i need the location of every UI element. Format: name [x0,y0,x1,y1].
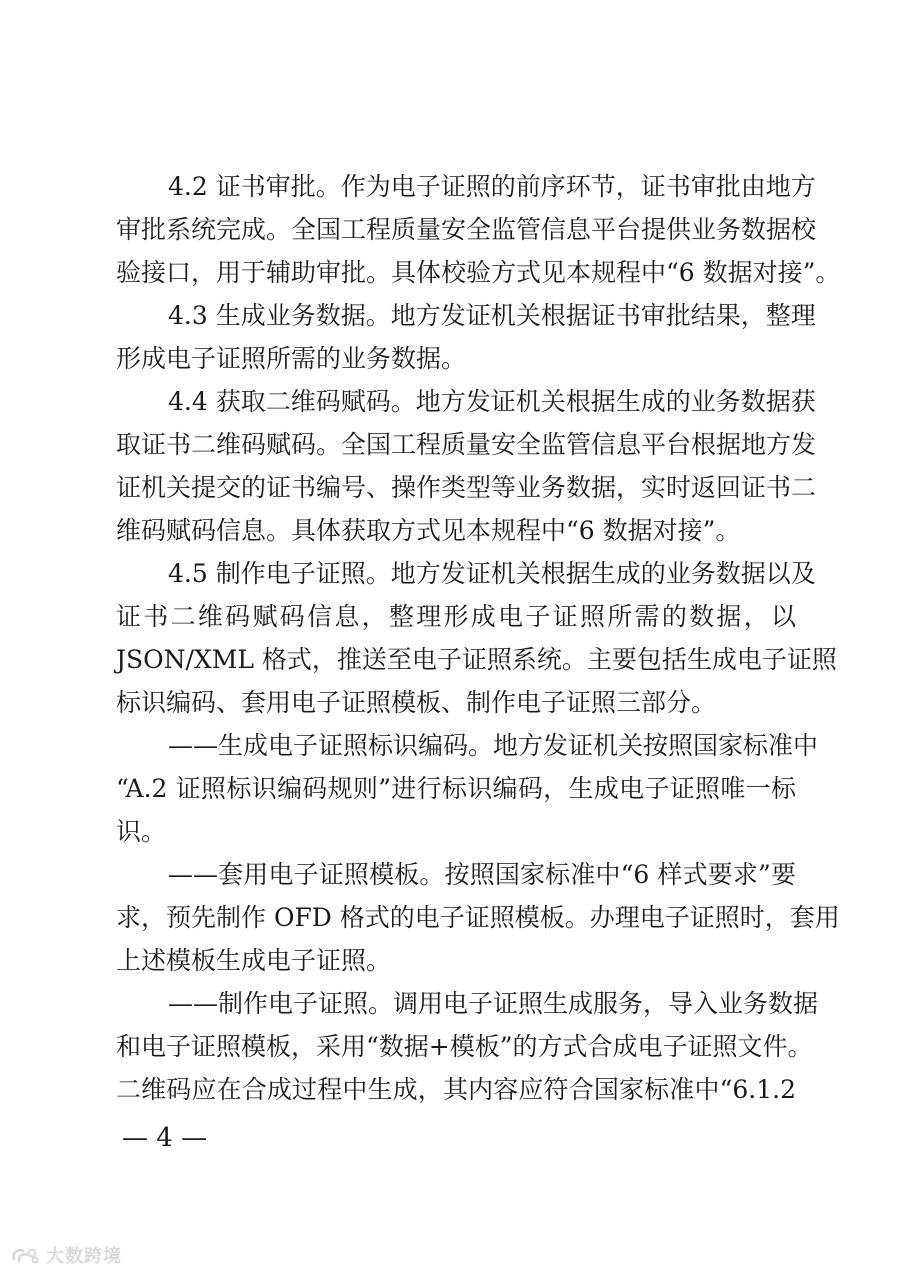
item-template-line-3: 上述模板生成电子证照。 [116,946,392,975]
item-produce-line-2: 和电子证照模板，采用“数据+模板”的方式合成电子证照文件。 [116,1032,813,1061]
paragraph-4-2-line-3: 验接口，用于辅助审批。具体校验方式见本规程中“6 数据对接”。 [116,258,841,287]
item-identifier-code-line-2: “A.2 证照标识编码规则”进行标识编码，生成电子证照唯一标 [116,774,796,803]
item-produce-line-3: 二维码应在合成过程中生成，其内容应符合国家标准中“6.1.2 [116,1075,796,1104]
paragraph-4-2-line-2: 审批系统完成。全国工程质量安全监管信息平台提供业务数据校 [116,215,817,244]
item-identifier-code-line-3: 识。 [116,817,167,846]
watermark-text: 大数跨境 [46,1246,122,1267]
paragraph-4-5-line-2: 证书二维码赋码信息，整理形成电子证照所需的数据，以 [116,602,796,631]
paragraph-4-4-line-1: 4.4 获取二维码赋码。地方发证机关根据生成的业务数据获 [168,387,816,416]
watermark-logo-icon [10,1245,40,1265]
item-identifier-code-line-1: ——生成电子证照标识编码。地方发证机关按照国家标准中 [168,731,819,760]
paragraph-4-4-line-3: 证机关提交的证书编号、操作类型等业务数据，实时返回证书二 [116,473,817,502]
watermark [10,1242,122,1268]
paragraph-4-2-line-1: 4.2 证书审批。作为电子证照的前序环节，证书审批由地方 [168,172,816,201]
item-produce-line-1: ——制作电子证照。调用电子证照生成服务，导入业务数据 [168,989,819,1018]
item-template-line-2: 求，预先制作 OFD 格式的电子证照模板。办理电子证照时，套用 [116,903,840,932]
paragraph-4-5-line-1: 4.5 制作电子证照。地方发证机关根据生成的业务数据以及 [168,559,816,588]
paragraph-4-4-line-2: 取证书二维码赋码。全国工程质量安全监管信息平台根据地方发 [116,430,817,459]
paragraph-4-5-line-3: JSON/XML 格式，推送至电子证照系统。主要包括生成电子证照 [116,645,837,674]
item-template-line-1: ——套用电子证照模板。按照国家标准中“6 样式要求”要 [168,860,796,889]
paragraph-4-5-line-4: 标识编码、套用电子证照模板、制作电子证照三部分。 [116,688,717,717]
paragraph-4-3-line-1: 4.3 生成业务数据。地方发证机关根据证书审批结果，整理 [168,301,816,330]
page-number: — 4 — [122,1123,208,1153]
paragraph-4-4-line-4: 维码赋码信息。具体获取方式见本规程中“6 数据对接”。 [116,516,741,545]
paragraph-4-3-line-2: 形成电子证照所需的业务数据。 [116,344,467,373]
